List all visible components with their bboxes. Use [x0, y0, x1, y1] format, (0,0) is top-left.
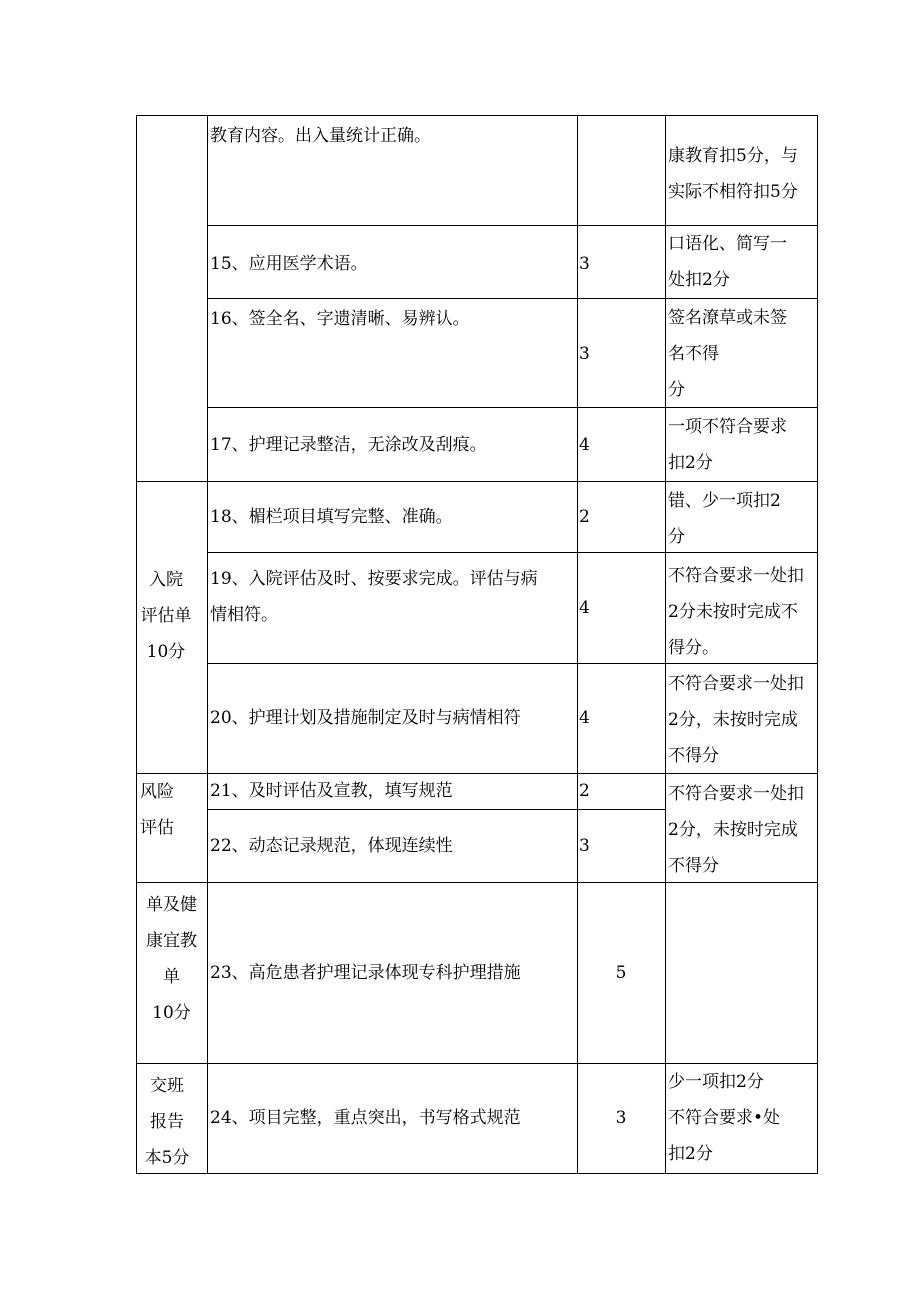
category-line: 单	[163, 967, 180, 987]
deduction-standard-merged	[665, 776, 817, 884]
standard-line: 康教育扣5分，与	[668, 146, 798, 166]
deduction-standard	[665, 483, 817, 555]
standard-line: 一项不符合要求	[668, 417, 787, 437]
deduction-standard	[665, 300, 817, 408]
item-text: 23、高危患者护理记录体现专科护理措施	[210, 963, 521, 983]
item-text: 15、应用医学术语。	[210, 254, 368, 274]
standard-line: 名不得	[668, 344, 719, 364]
score-value: 3	[579, 254, 590, 274]
standard-line: 不得分	[668, 746, 719, 766]
category-health-education	[136, 887, 207, 1031]
item-text: 教育内容。出入量统计正确。	[210, 126, 431, 146]
row-divider	[207, 809, 665, 810]
standard-line: 2分，未按时完成	[668, 820, 798, 840]
score-value: 2	[579, 781, 590, 801]
row-divider	[207, 298, 818, 299]
deduction-standard	[665, 138, 817, 210]
category-handover-report	[136, 1068, 198, 1176]
deduction-standard	[665, 409, 817, 481]
category-line: 风险	[140, 782, 174, 802]
standard-line: 扣2分	[668, 1144, 713, 1164]
standard-line: 不符合要求•处	[668, 1108, 781, 1128]
row-divider	[136, 481, 818, 482]
category-risk-assessment	[136, 774, 178, 846]
category-line: 交班	[150, 1076, 184, 1096]
item-text: 21、及时评估及宣教，填写规范	[210, 781, 453, 801]
category-line: 康宜教	[146, 931, 197, 951]
standard-line: 错、少一项扣2	[668, 491, 781, 511]
standard-line: 不符合要求一处扣	[668, 674, 804, 694]
category-line: 10分	[146, 642, 186, 662]
standard-line: 扣2分	[668, 453, 713, 473]
standard-line: 分	[668, 380, 685, 400]
deduction-standard	[665, 226, 817, 298]
item-text: 18、楣栏项目填写完整、准确。	[210, 507, 453, 527]
item-text: 24、项目完整，重点突出，书写格式规范	[210, 1108, 521, 1128]
category-line: 评估	[140, 818, 174, 838]
score-value: 5	[615, 963, 627, 983]
standard-line: 2分，未按时完成	[668, 710, 798, 730]
standard-line: 2分未按时完成不	[668, 602, 798, 622]
category-admission-assessment	[136, 562, 196, 670]
score-value: 4	[579, 435, 590, 455]
deduction-standard	[665, 558, 817, 666]
item-text: 20、护理计划及措施制定及时与病情相符	[210, 708, 521, 728]
standard-line: 分	[668, 527, 685, 547]
score-value: 3	[615, 1108, 627, 1128]
score-value: 2	[579, 507, 590, 527]
item-line: 19、入院评估及时、按要求完成。评估与病	[210, 569, 538, 589]
standard-line: 处扣2分	[668, 270, 730, 290]
score-value: 3	[579, 836, 590, 856]
standard-line: 口语化、简写一	[668, 234, 787, 254]
table-border-right	[817, 115, 818, 1174]
standard-line: 得分。	[668, 638, 719, 658]
category-line: 本5分	[144, 1148, 190, 1168]
deduction-standard	[665, 666, 817, 774]
standard-line: 少一项扣2分	[668, 1072, 764, 1092]
standard-line: 不符合要求一处扣	[668, 784, 804, 804]
table-border-top	[136, 115, 818, 116]
standard-line: 实际不相符扣5分	[668, 182, 798, 202]
item-line: 情相符。	[210, 605, 278, 625]
category-line: 评估单	[140, 606, 192, 626]
standard-line: 不得分	[668, 856, 719, 876]
category-line: 10分	[152, 1003, 191, 1023]
deduction-standard	[665, 1064, 817, 1172]
category-line: 报告	[150, 1112, 184, 1132]
item-text: 17、护理记录整洁，无涂改及刮痕。	[210, 435, 487, 455]
item-text: 16、签全名、字遗清晰、易辨认。	[210, 309, 470, 329]
standard-line: 不符合要求一处扣	[668, 566, 804, 586]
standard-line: 签名潦草或未签	[668, 308, 787, 328]
table-border-bottom	[136, 1173, 818, 1174]
category-line: 入院	[149, 570, 183, 590]
item-text	[207, 561, 577, 633]
category-line: 单及健	[146, 895, 197, 915]
score-value: 3	[579, 344, 590, 364]
score-value: 4	[579, 598, 590, 618]
item-text: 22、动态记录规范，体现连续性	[210, 836, 453, 856]
score-value: 4	[579, 708, 590, 728]
